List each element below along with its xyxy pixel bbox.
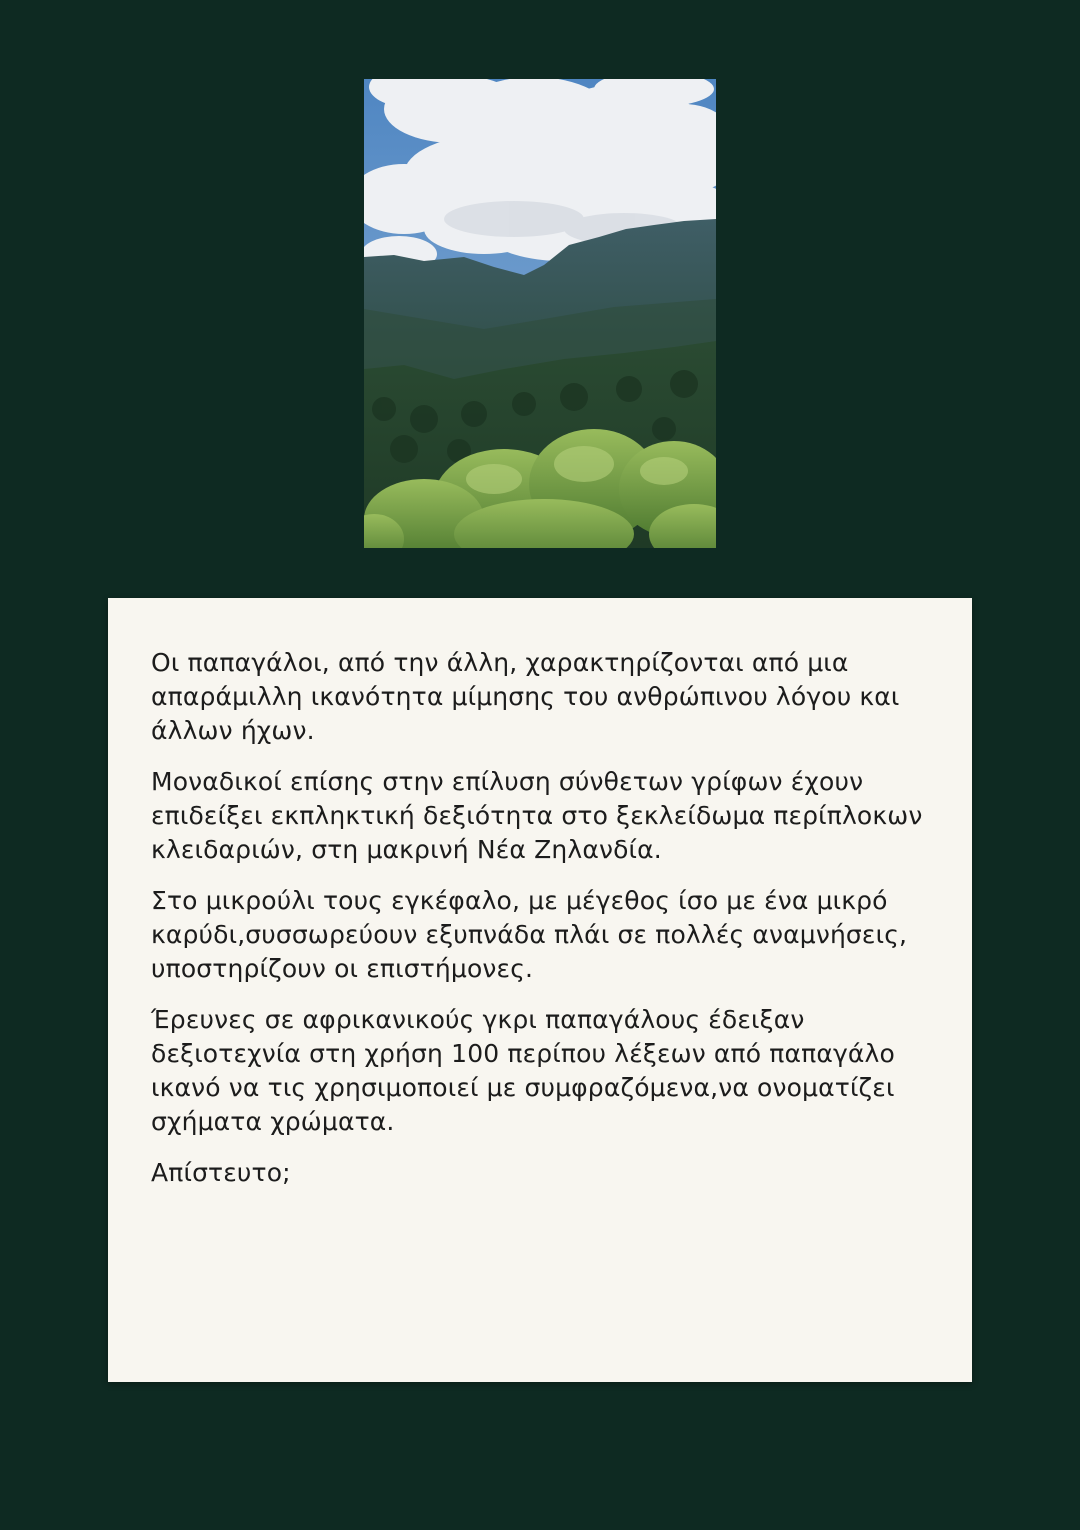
paragraph: Οι παπαγάλοι, από την άλλη, χαρακτηρίζονται από μια απαράμιλλη ικανότητα μίμησης του ανθρώπινου λόγου και άλλων ήχων.: [151, 648, 900, 745]
paragraph: Στο μικρούλι τους εγκέφαλο, με μέγεθος ίσο με ένα μικρό καρύδι,συσσωρεύουν εξυπνάδα πλάι σε πολλές αναμνήσεις, υποστηρίζουν οι επιστήμονες.: [151, 886, 908, 983]
mountain-forest-image: [364, 79, 716, 548]
paragraph: Έρευνες σε αφρικανικούς γκρι παπαγάλους έδειξαν δεξιοτεχνία στη χρήση 100 περίπου λέξεων από παπαγάλο ικανό να τις χρησιμοποιεί με συμφραζόμενα,να ονοματίζει σχήματα χρώματα.: [151, 1005, 895, 1136]
paragraph: Απίστευτο;: [151, 1158, 291, 1187]
landscape-photo: [364, 79, 716, 548]
article-card: [108, 598, 972, 1382]
paragraph: Μοναδικοί επίσης στην επίλυση σύνθετων γρίφων έχουν επιδείξει εκπληκτική δεξιότητα στο ξεκλείδωμα περίπλοκων κλειδαριών, στη μακρινή Νέα Ζηλανδία.: [151, 767, 923, 864]
